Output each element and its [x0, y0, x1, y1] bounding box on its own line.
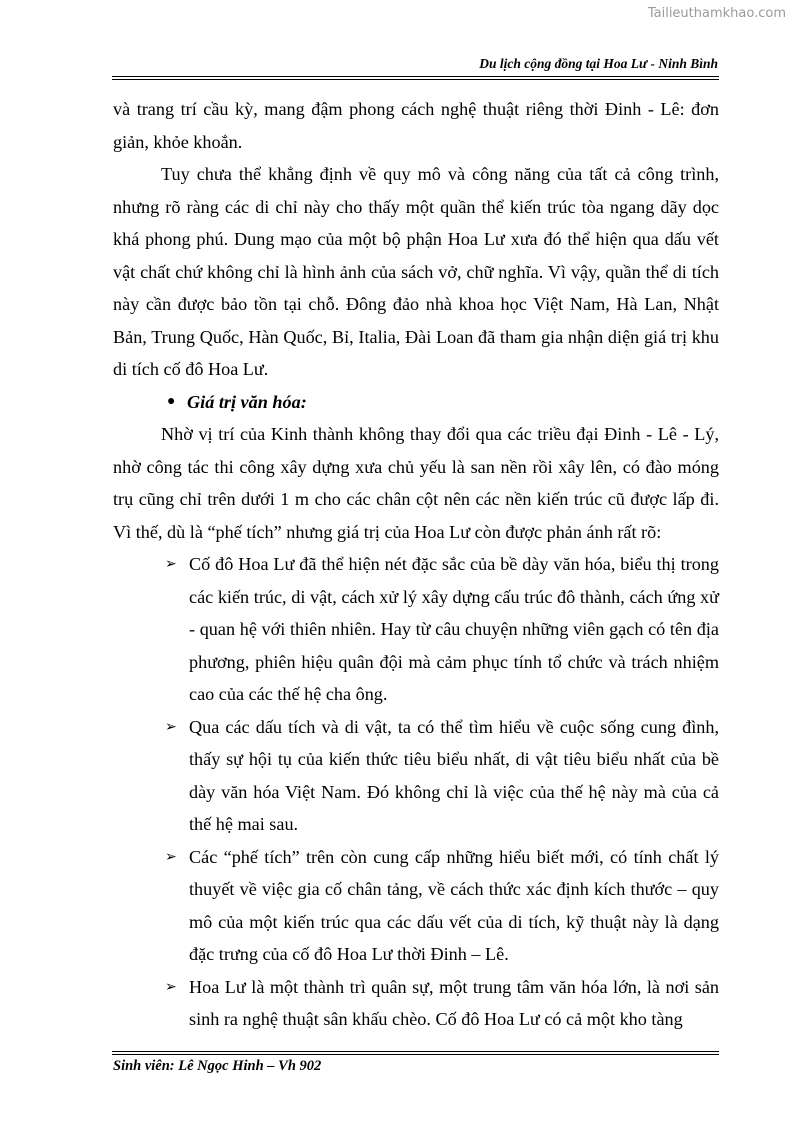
list-item: [113, 711, 719, 841]
paragraph: Nhờ vị trí của Kinh thành không thay đổi qua các triều đại Đinh - Lê - Lý, nhờ công tác thi công xây dựng xưa chủ yếu là san nền rồi xây lên, có đào móng trụ cũng chỉ trên dưới 1 m cho các chân cột nên các nền kiến trúc cũ được lấp đi. Vì thế, dù là “phế tích” nhưng giá trị của Hoa Lư còn được phản ánh rất rõ:: [113, 424, 719, 542]
running-header: Du lịch cộng đồng tại Hoa Lư - Ninh Bình: [479, 56, 718, 71]
list-item: [113, 971, 719, 1036]
section-heading-text: Giá trị văn hóa:: [187, 391, 307, 412]
arrow-bullet-icon: ➢: [165, 556, 177, 572]
running-footer: Sinh viên: Lê Ngọc Hinh – Vh 902: [113, 1058, 322, 1074]
list-item-text: Cố đô Hoa Lư đã thể hiện nét đặc sắc của bề dày văn hóa, biểu thị trong các kiến trúc, di vật, cách xử lý xây dựng cấu trúc đô thành, cách ứng xử - quan hệ với thiên nhiên. Hay từ câu chuyện những viên gạch có tên địa phương, phiên hiệu quân đội mà cảm phục tính tổ chức và trách nhiệm cao của các thế hệ cha ông.: [189, 554, 719, 704]
arrow-bullet-icon: ➢: [165, 718, 177, 735]
list-item-text: Hoa Lư là một thành trì quân sự, một trung tâm văn hóa lớn, là nơi sản sinh ra nghệ thuật sân khấu chèo. Cố đô Hoa Lư có cả một kho tàng: [189, 976, 719, 1029]
list-item: [113, 548, 719, 711]
page-body: [113, 93, 719, 1036]
arrow-bullet-icon: ➢: [165, 978, 177, 995]
arrow-bullet-list: [113, 548, 719, 1036]
list-item-text: Các “phế tích” trên còn cung cấp những hiểu biết mới, có tính chất lý thuyết về việc gia cố chân tảng, về cách thức xác định kích thước – quy mô của một kiến trúc qua các dấu vết của di tích, kỹ thuật này là dạng đặc trưng của cố đô Hoa Lư thời Đinh – Lê.: [189, 846, 719, 964]
bullet-dot-icon: ●: [167, 393, 176, 409]
list-item-text: Qua các dấu tích và di vật, ta có thể tìm hiểu về cuộc sống cung đình, thấy sự hội tụ của kiến thức tiêu biểu nhất, di vật tiêu biểu nhất của bề dày văn hóa Việt Nam. Đó không chỉ là việc của thế hệ này mà của cả thế hệ mai sau.: [189, 716, 719, 834]
footer-divider: [112, 1051, 719, 1055]
section-heading: [113, 386, 719, 419]
list-item: [113, 841, 719, 971]
paragraph-continued: và trang trí cầu kỳ, mang đậm phong cách nghệ thuật riêng thời Đinh - Lê: đơn giản, khỏe khoắn.: [113, 99, 719, 152]
watermark: Tailieuthamkhao.com: [647, 6, 786, 21]
header-divider: [112, 76, 719, 80]
arrow-bullet-icon: ➢: [165, 848, 177, 865]
paragraph: Tuy chưa thể khẳng định về quy mô và công năng của tất cả công trình, nhưng rõ ràng các di chỉ này cho thấy một quần thể kiến trúc tòa ngang dãy dọc khá phong phú. Dung mạo của một bộ phận Hoa Lư xưa đó thể hiện qua dấu vết vật chất chứ không chỉ là hình ảnh của sách vở, chữ nghĩa. Vì vậy, quần thể di tích này cần được bảo tồn tại chỗ. Đông đảo nhà khoa học Việt Nam, Hà Lan, Nhật Bản, Trung Quốc, Hàn Quốc, Bỉ, Italia, Đài Loan đã tham gia nhận diện giá trị khu di tích cố đô Hoa Lư.: [113, 164, 719, 379]
